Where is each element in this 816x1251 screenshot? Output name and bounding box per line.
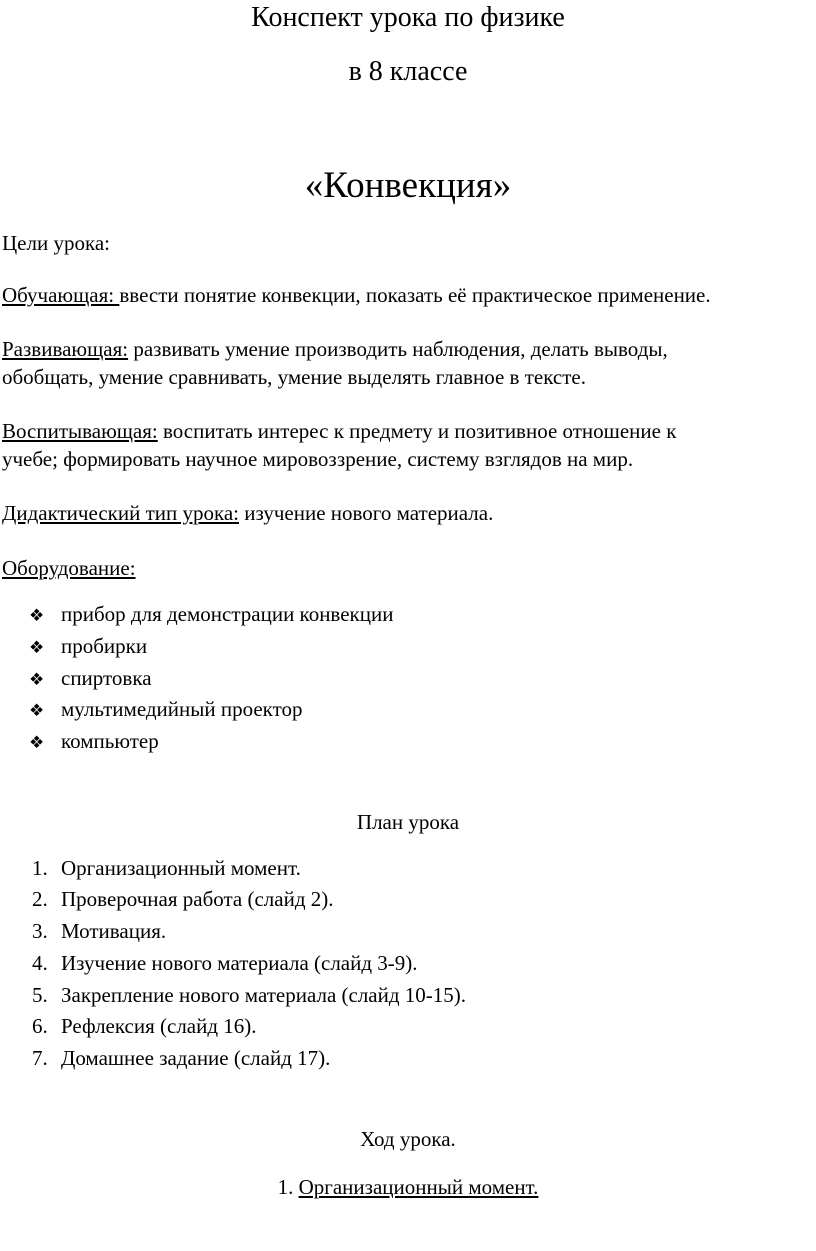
- procedure-heading: Ход урока.: [360, 1127, 456, 1151]
- list-item: [0, 633, 700, 659]
- goal-educational-label: Обучающая:: [2, 283, 120, 307]
- goal-upbringing-text-2: учебе; формировать научное мировоззрение, систему взглядов на мир.: [2, 447, 634, 471]
- plan-item-text: Организационный момент.: [61, 856, 301, 880]
- document-title: Конспект урока по физике: [251, 2, 565, 33]
- plan-item-number: 7.: [32, 1046, 48, 1070]
- plan-heading: План урока: [356, 810, 460, 834]
- plan-item-text: Мотивация.: [61, 919, 167, 943]
- equipment-item: прибор для демонстрации конвекции: [61, 602, 394, 626]
- list-item: [0, 886, 700, 912]
- list-item: [0, 855, 700, 881]
- list-item: [0, 950, 700, 976]
- goal-upbringing-label: Воспитывающая:: [2, 419, 158, 443]
- equipment-item: пробирки: [61, 634, 148, 658]
- document-subtitle: в 8 классе: [348, 56, 468, 87]
- plan-item-number: 3.: [32, 919, 48, 943]
- lesson-type-label: Дидактический тип урока:: [2, 501, 240, 525]
- lesson-type: [2, 500, 493, 526]
- goal-educational: [2, 282, 711, 308]
- plan-item-text: Домашнее задание (слайд 17).: [61, 1046, 331, 1070]
- bullet-icon: ❖: [29, 670, 45, 689]
- lesson-type-text: изучение нового материала.: [239, 501, 494, 525]
- plan-item-text: Закрепление нового материала (слайд 10-15).: [61, 983, 467, 1007]
- goal-upbringing-text-1: воспитать интерес к предмету и позитивное отношение к: [157, 419, 677, 443]
- goal-developing-text-1: развивать умение производить наблюдения, делать выводы,: [128, 337, 668, 361]
- equipment-heading: Оборудование:: [2, 556, 136, 580]
- procedure-step-number: 1.: [277, 1175, 299, 1199]
- list-item: [0, 1045, 700, 1071]
- goal-educational-text: ввести понятие конвекции, показать её практическое применение.: [119, 283, 711, 307]
- plan-item-number: 2.: [32, 887, 48, 911]
- procedure-step: [0, 1174, 816, 1200]
- equipment-item: компьютер: [61, 729, 159, 753]
- list-item: [0, 918, 700, 944]
- list-item: [0, 696, 700, 722]
- bullet-icon: ❖: [29, 638, 45, 657]
- plan-item-number: 4.: [32, 951, 48, 975]
- equipment-item: мультимедийный проектор: [61, 697, 303, 721]
- goal-developing: [2, 336, 668, 362]
- list-item: [0, 665, 700, 691]
- goal-developing-text-2: обобщать, умение сравнивать, умение выделять главное в тексте.: [2, 365, 586, 389]
- list-item: [0, 601, 700, 627]
- goal-upbringing: [2, 418, 676, 444]
- plan-item-text: Изучение нового материала (слайд 3-9).: [61, 951, 418, 975]
- bullet-icon: ❖: [29, 701, 45, 720]
- list-item: [0, 728, 700, 754]
- bullet-icon: ❖: [29, 733, 45, 752]
- goal-developing-label: Развивающая:: [2, 337, 129, 361]
- plan-item-text: Проверочная работа (слайд 2).: [61, 887, 334, 911]
- plan-item-text: Рефлексия (слайд 16).: [61, 1014, 257, 1038]
- bullet-icon: ❖: [29, 606, 45, 625]
- list-item: [0, 982, 700, 1008]
- lesson-topic: «Конвекция»: [304, 165, 512, 206]
- plan-item-number: 6.: [32, 1014, 48, 1038]
- list-item: [0, 1013, 700, 1039]
- plan-item-number: 1.: [32, 856, 48, 880]
- plan-item-number: 5.: [32, 983, 48, 1007]
- goals-heading: Цели урока:: [2, 231, 110, 255]
- procedure-step-label: Организационный момент.: [298, 1175, 539, 1199]
- equipment-item: спиртовка: [61, 666, 152, 690]
